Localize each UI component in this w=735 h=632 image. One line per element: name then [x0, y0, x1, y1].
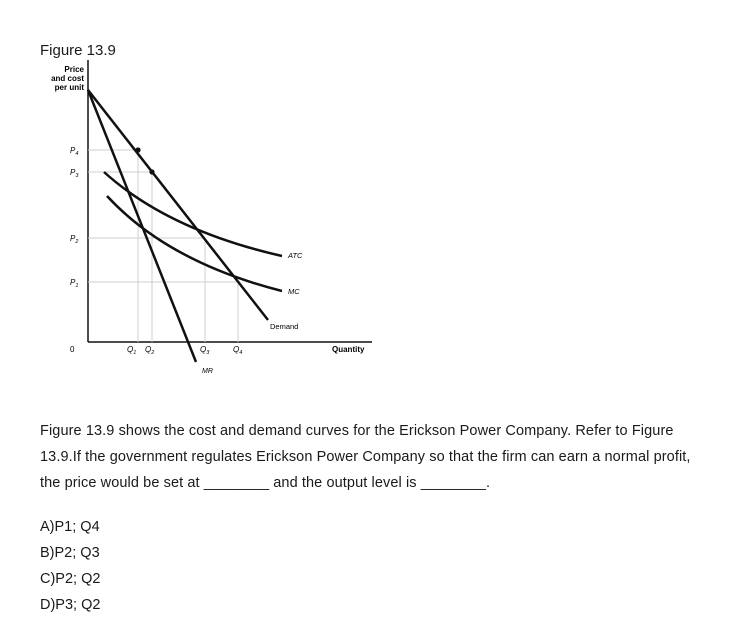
answer-options: [40, 514, 100, 618]
y-axis-label-line-2: and cost: [51, 74, 84, 83]
y-tick-p4: $P_4$: [70, 146, 79, 157]
option-a[interactable]: A)P1; Q4: [40, 519, 100, 535]
atc-label: ATC: [288, 251, 303, 260]
x-tick-q3: $Q_3$: [200, 345, 210, 356]
mc-curve: [107, 196, 282, 291]
mr-label: MR: [202, 368, 213, 375]
option-d[interactable]: D)P3; Q2: [40, 597, 101, 613]
option-b[interactable]: B)P2; Q3: [40, 545, 100, 561]
demand-point-p4: [135, 147, 140, 152]
x-axis-label: Quantity: [332, 345, 365, 354]
x-tick-q4: $Q_4$: [233, 345, 243, 356]
question-text: Figure 13.9 shows the cost and demand curves for the Erickson Power Company. Refer to Figure 13.9.If the government regulates Erickson Power Company so that the firm can earn a normal profit, the price would be set at ________ and the output level is ________.: [40, 423, 691, 491]
y-axis-label-line-1: Price: [64, 65, 84, 74]
mr-curve: [88, 90, 196, 362]
question-text-block: [40, 418, 710, 496]
figure-title: Figure 13.9: [40, 42, 116, 59]
mc-label: MC: [288, 287, 300, 296]
x-tick-q1: $Q_1$: [127, 345, 137, 356]
y-tick-p3: $P_3$: [70, 168, 79, 179]
y-tick-p2: $P_2$: [70, 234, 79, 245]
origin-label: 0: [70, 345, 75, 354]
demand-label: Demand: [270, 322, 299, 331]
y-tick-p1: $P_1$: [70, 278, 79, 289]
x-tick-q2: $Q_2$: [145, 345, 155, 356]
atc-curve: [104, 172, 282, 256]
demand-point-p3: [149, 169, 154, 174]
y-axis-label-line-3: per unit: [54, 83, 84, 92]
option-c[interactable]: C)P2; Q2: [40, 571, 101, 587]
